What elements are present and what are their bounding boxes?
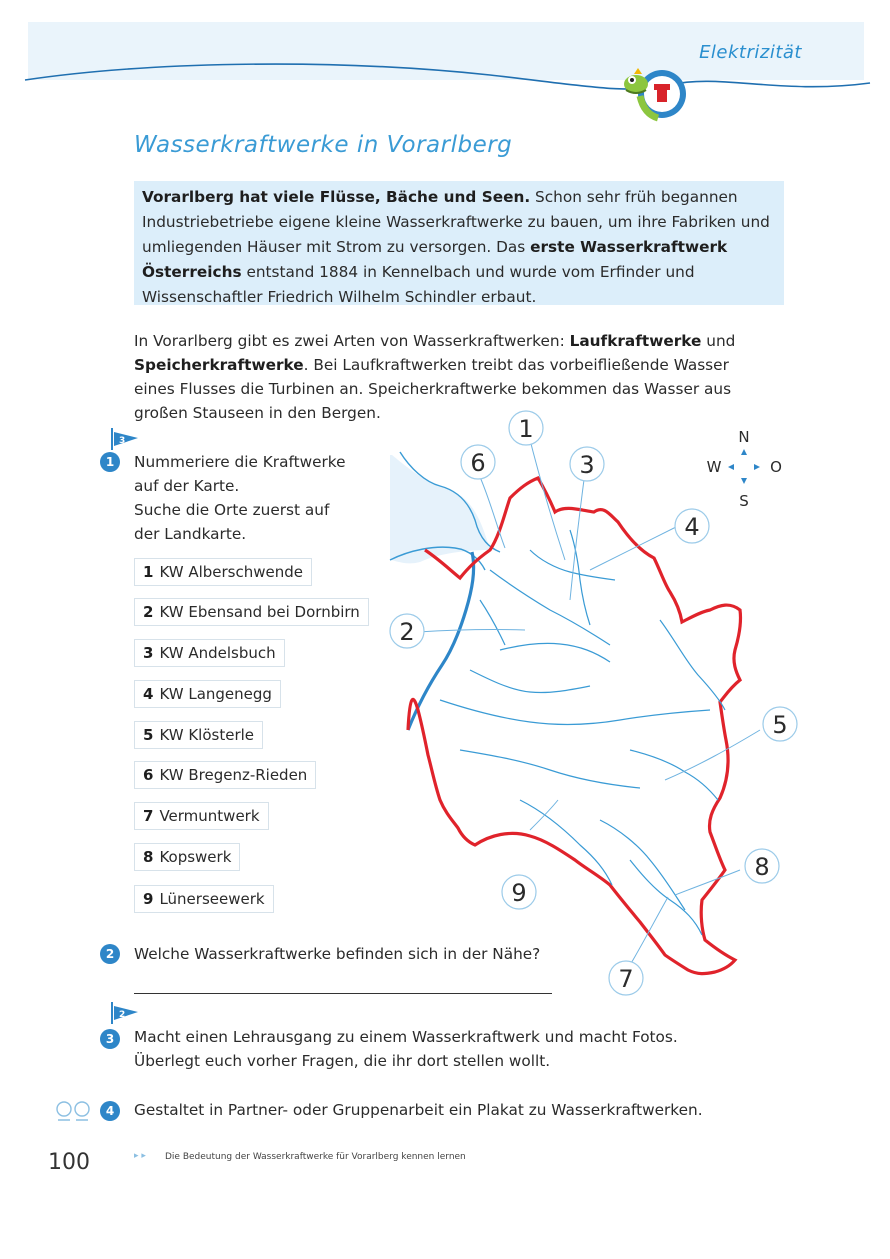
task-3-line-2: Überlegt euch vorher Fragen, die ihr dort stellen wollt. xyxy=(134,1052,551,1070)
svg-text:4: 4 xyxy=(684,513,700,541)
task-2-text: Welche Wasserkraftwerke befinden sich in der Nähe? xyxy=(134,945,541,963)
kw-item-4: 4 KW Langenegg xyxy=(134,680,281,708)
intro-bold-2: erste Wasserkraftwerk Österreichs xyxy=(142,238,728,281)
task-4-text: Gestaltet in Partner- oder Gruppenarbeit ein Plakat zu Wasserkraftwerken. xyxy=(134,1101,703,1119)
kw-item-6: 6 KW Bregenz-Rieden xyxy=(134,761,316,789)
svg-text:5: 5 xyxy=(772,711,788,739)
task-1-text xyxy=(134,450,374,546)
svg-text:9: 9 xyxy=(511,879,527,907)
task-1-line-4: der Landkarte. xyxy=(134,525,247,543)
flag-level-2: 2 xyxy=(119,1010,126,1020)
svg-text:8: 8 xyxy=(754,853,770,881)
para-text-2: und xyxy=(701,332,736,350)
learning-goal: Die Bedeutung der Wasserkraftwerke für Vorarlberg kennen lernen xyxy=(165,1152,466,1162)
map-marker-9 xyxy=(502,875,536,909)
intro-text-2: entstand 1884 in Kennelbach und wurde vom Erfinder und Wissenschaftler Friedrich Wilhelm Schindler erbaut. xyxy=(142,263,695,306)
page-number: 100 xyxy=(48,1150,90,1175)
para-bold-2: Speicherkraftwerke xyxy=(134,356,304,374)
flag-level-1: 3 xyxy=(119,436,126,446)
svg-text:6: 6 xyxy=(470,449,486,477)
chapter-title: Elektrizität xyxy=(699,42,802,63)
svg-text:2: 2 xyxy=(399,618,415,646)
svg-text:1: 1 xyxy=(518,415,534,443)
intro-bold-1: Vorarlberg hat viele Flüsse, Bäche und Seen. xyxy=(142,188,531,206)
map-marker-8 xyxy=(745,849,779,883)
svg-text:W: W xyxy=(706,458,722,476)
para-text-1: In Vorarlberg gibt es zwei Arten von Wasserkraftwerken: xyxy=(134,332,570,350)
dragon-mascot-icon xyxy=(614,66,692,126)
para-text-3: . Bei Laufkraftwerken treibt das vorbeifließende Wasser eines Flusses die Turbinen an. Speicherkraftwerke bekommen das Wasser aus großen Stauseen in den Bergen. xyxy=(134,356,732,422)
svg-text:O: O xyxy=(770,458,782,476)
svg-text:N: N xyxy=(738,428,750,446)
kw-item-3: 3 KW Andelsbuch xyxy=(134,639,285,667)
page-title: Wasserkraftwerke in Vorarlberg xyxy=(134,132,513,158)
task-1-line-3: Suche die Orte zuerst auf xyxy=(134,501,330,519)
map-marker-5 xyxy=(763,707,797,741)
task-1-line-1: Nummeriere die Kraftwerke xyxy=(134,453,346,471)
svg-text:S: S xyxy=(739,492,749,510)
map-marker-3 xyxy=(570,447,604,481)
map-marker-2 xyxy=(390,614,424,648)
map-marker-6 xyxy=(461,445,495,479)
kw-item-5: 5 KW Klösterle xyxy=(134,721,263,749)
kw-item-9: 9 Lünerseewerk xyxy=(134,885,274,913)
map-marker-4 xyxy=(675,509,709,543)
intro-text-1: Schon sehr früh begannen Industriebetriebe eigene kleine Wasserkraftwerke zu bauen, um ihre Fabriken und umliegenden Häuser mit Strom zu versorgen. Das xyxy=(142,188,770,256)
svg-text:7: 7 xyxy=(618,965,634,993)
kw-item-1: 1 KW Alberschwende xyxy=(134,558,312,586)
arrow-right-icon: ▸ ▸ xyxy=(134,1151,146,1161)
partner-work-icon xyxy=(54,1100,94,1122)
svg-text:3: 3 xyxy=(579,451,595,479)
difficulty-flag-icon xyxy=(106,426,142,452)
difficulty-flag-icon xyxy=(106,1000,142,1026)
map-marker-7 xyxy=(609,961,643,995)
intro-box xyxy=(134,181,784,305)
task-3-line-1: Macht einen Lehrausgang zu einem Wasserkraftwerk und macht Fotos. xyxy=(134,1028,678,1046)
compass-icon xyxy=(700,424,790,514)
task-number-4: 4 xyxy=(100,1101,120,1121)
task-3-text xyxy=(134,1025,734,1073)
task-number-3: 3 xyxy=(100,1029,120,1049)
answer-line[interactable] xyxy=(134,993,552,994)
kw-item-2: 2 KW Ebensand bei Dornbirn xyxy=(134,598,369,626)
kw-item-8: 8 Kopswerk xyxy=(134,843,240,871)
map-marker-1 xyxy=(509,411,543,445)
task-1-line-2: auf der Karte. xyxy=(134,477,240,495)
task-number-1: 1 xyxy=(100,452,120,472)
task-number-2: 2 xyxy=(100,944,120,964)
para-bold-1: Laufkraftwerke xyxy=(569,332,702,350)
kw-item-7: 7 Vermuntwerk xyxy=(134,802,269,830)
